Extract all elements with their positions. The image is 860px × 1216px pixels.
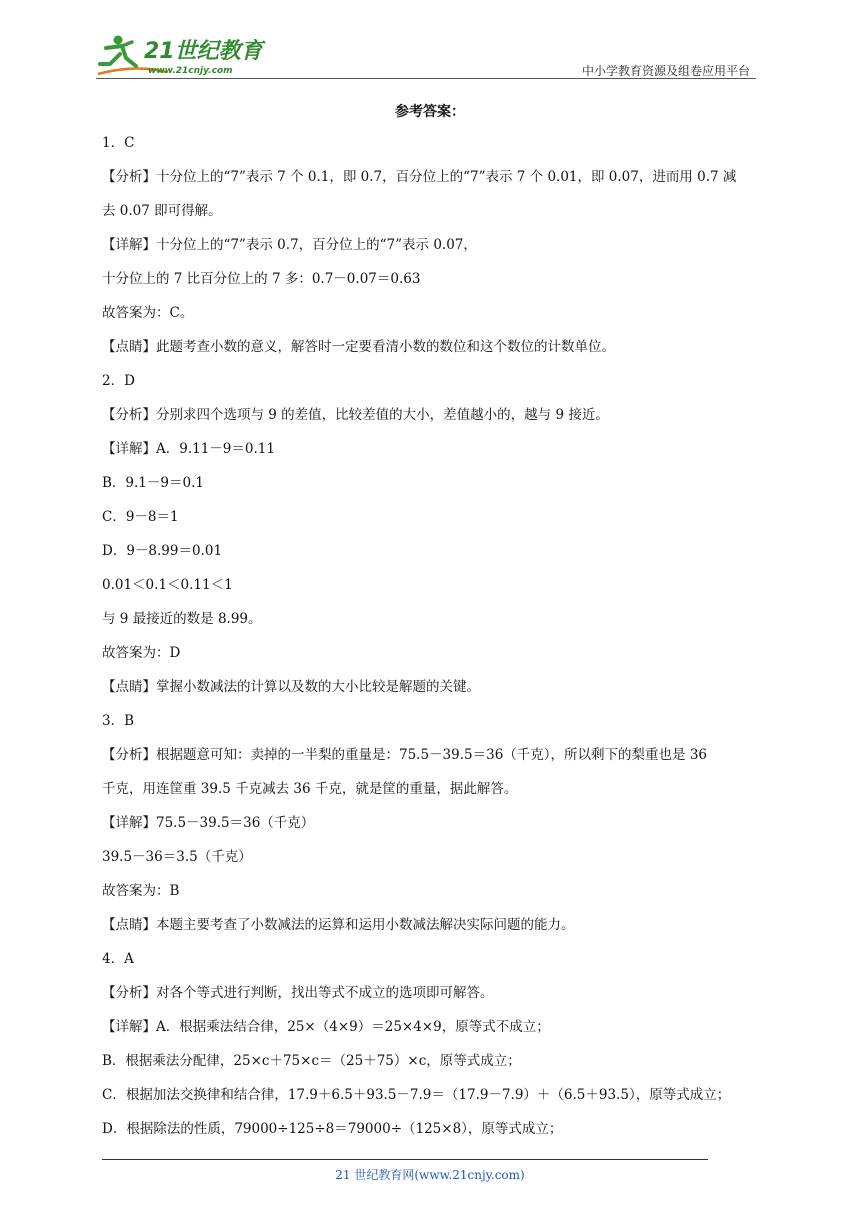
text-line: B．根据乘法分配律，25×c＋75×c＝（25＋75）×c，原等式成立； (102, 1053, 521, 1069)
text-line: 2．D (102, 373, 135, 389)
text-line: C．根据加法交换律和结合律，17.9＋6.5＋93.5－7.9＝（17.9－7.9）＋（6.5＋93.5），原等式成立； (102, 1087, 731, 1103)
text-line: 【详解】75.5－39.5＝36（千克） (102, 815, 315, 831)
text-line: B．9.1－9＝0.1 (102, 475, 204, 491)
text-line: 3．B (102, 713, 135, 729)
text-line: 与 9 最接近的数是 8.99。 (102, 611, 262, 627)
text-line: 【分析】十分位上的“7”表示 7 个 0.1，即 0.7，百分位上的“7”表示 7 个 0.01，即 0.07，进而用 0.7 减 (102, 169, 737, 185)
text-line: 故答案为：B (102, 883, 180, 899)
text-line: D．根据除法的性质，79000÷125÷8＝79000÷（125×8），原等式成立； (102, 1121, 563, 1137)
text-line: 【分析】分别求四个选项与 9 的差值，比较差值的大小，差值越小的，越与 9 接近。 (102, 407, 609, 423)
svg-text:www.21cnjy.com: www.21cnjy.com (148, 66, 233, 76)
text-line: 【分析】对各个等式进行判断，找出等式不成立的选项即可解答。 (102, 985, 494, 1001)
page-header (96, 32, 756, 80)
text-line: 【详解】十分位上的“7”表示 0.7，百分位上的“7”表示 0.07， (102, 237, 477, 253)
logo-21cnjy (96, 34, 266, 78)
text-line: 【详解】A．根据乘法结合律，25×（4×9）＝25×4×9，原等式不成立； (102, 1019, 550, 1035)
svg-text:21世纪教育: 21世纪教育 (144, 39, 263, 64)
text-line: 十分位上的 7 比百分位上的 7 多：0.7－0.07＝0.63 (102, 271, 421, 287)
text-line: 【点睛】掌握小数减法的计算以及数的大小比较是解题的关键。 (102, 679, 480, 695)
footer-link[interactable]: 21 世纪教育网(www.21cnjy.com) (335, 1168, 525, 1182)
platform-tagline: 中小学教育资源及组卷应用平台 (581, 64, 750, 78)
text-line: 0.01＜0.1＜0.11＜1 (102, 577, 233, 593)
text-line: C．9－8＝1 (102, 509, 179, 525)
text-line: 【分析】根据题意可知：卖掉的一半梨的重量是：75.5－39.5＝36（千克），所以剩下的梨重也是 36 (102, 747, 708, 763)
text-line: 千克，用连筐重 39.5 千克减去 36 千克，就是筐的重量，据此解答。 (102, 781, 518, 797)
answer-content (102, 126, 762, 1146)
text-line: 故答案为：D (102, 645, 181, 661)
text-line: D．9－8.99＝0.01 (102, 543, 223, 559)
text-line: 1．C (102, 135, 135, 151)
page-title: 参考答案： (395, 104, 465, 120)
text-line: 去 0.07 即可得解。 (102, 203, 222, 219)
text-line: 【详解】A．9.11－9＝0.11 (102, 441, 275, 457)
text-line: 【点睛】本题主要考查了小数减法的运算和运用小数减法解决实际问题的能力。 (102, 917, 575, 933)
footer-divider (102, 1159, 708, 1160)
text-line: 4．A (102, 951, 134, 967)
header-divider (96, 78, 756, 79)
text-line: 39.5－36＝3.5（千克） (102, 849, 252, 865)
text-line: 【点睛】此题考查小数的意义，解答时一定要看清小数的数位和这个数位的计数单位。 (102, 339, 615, 355)
text-line: 故答案为：C。 (102, 305, 194, 321)
